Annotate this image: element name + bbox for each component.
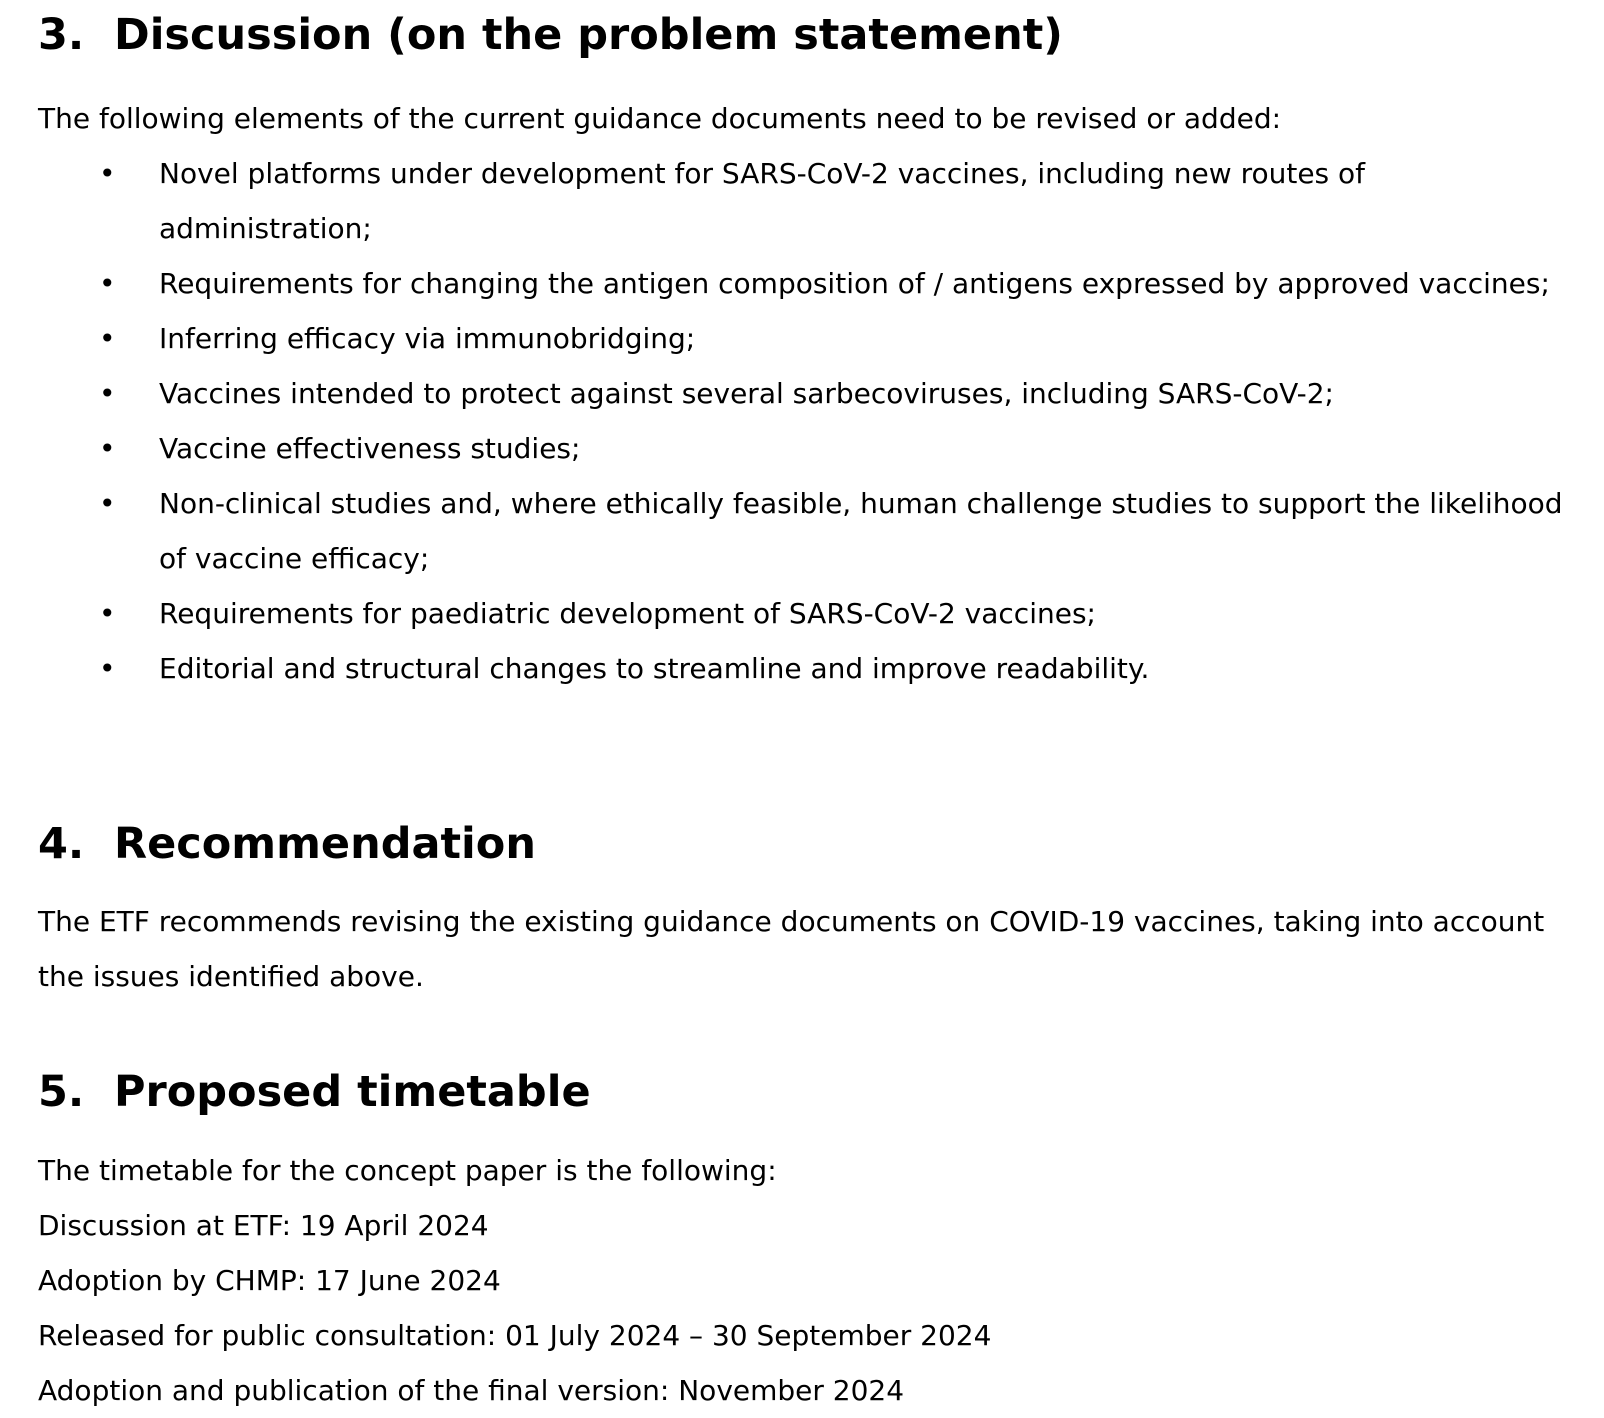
bullet-item (38, 311, 1578, 366)
bullet-glyph: • (99, 652, 116, 685)
bullet-glyph: • (99, 597, 116, 630)
bullet-item-text: Requirements for changing the antigen composition of / antigens expressed by approved vaccines; (159, 267, 1550, 300)
bullet-glyph: • (99, 487, 116, 520)
bullet-item (38, 476, 1578, 586)
timetable-public-consultation: Released for public consultation: 01 July 2024 – 30 September 2024 (38, 1319, 992, 1352)
bullet-glyph: • (99, 267, 116, 300)
bullet-item (38, 586, 1578, 641)
section-3-bullet-list (38, 146, 1578, 696)
bullet-item-text: Inferring efficacy via immunobridging; (159, 322, 696, 355)
bullet-glyph: • (99, 157, 116, 190)
bullet-item-text: Requirements for paediatric development of SARS-CoV-2 vaccines; (159, 597, 1096, 630)
bullet-glyph: • (99, 432, 116, 465)
section-3-number: 3. (38, 10, 85, 60)
section-4-number: 4. (38, 819, 85, 869)
section-5-heading (38, 1064, 591, 1120)
bullet-item (38, 366, 1578, 421)
timetable-etf-discussion: Discussion at ETF: 19 April 2024 (38, 1209, 489, 1242)
timetable-final-publication: Adoption and publication of the final version: November 2024 (38, 1374, 905, 1407)
section-3-heading (38, 7, 1063, 63)
timetable-intro: The timetable for the concept paper is the following: (38, 1154, 777, 1187)
bullet-item (38, 146, 1578, 256)
section-3-title: Discussion (on the problem statement) (114, 10, 1063, 60)
section-4-heading (38, 816, 536, 872)
bullet-item-text: Novel platforms under development for SARS-CoV-2 vaccines, including new routes of administration; (159, 157, 1366, 245)
bullet-item (38, 256, 1578, 311)
bullet-glyph: • (99, 377, 116, 410)
timetable-chmp-adoption: Adoption by CHMP: 17 June 2024 (38, 1264, 501, 1297)
bullet-item (38, 641, 1578, 696)
bullet-item-text: Non-clinical studies and, where ethically feasible, human challenge studies to support the likelihood of vaccine efficacy; (159, 487, 1563, 575)
section-4-title: Recommendation (114, 819, 536, 869)
bullet-item-text: Editorial and structural changes to streamline and improve readability. (159, 652, 1150, 685)
bullet-item (38, 421, 1578, 476)
section-5-title: Proposed timetable (114, 1067, 591, 1117)
section-5-number: 5. (38, 1067, 85, 1117)
section-3-intro: The following elements of the current guidance documents need to be revised or added: (38, 102, 1282, 135)
timetable-lines (38, 1143, 991, 1418)
bullet-glyph: • (99, 322, 116, 355)
bullet-item-text: Vaccines intended to protect against several sarbecoviruses, including SARS-CoV-2; (159, 377, 1334, 410)
section-4-body: The ETF recommends revising the existing guidance documents on COVID-19 vaccines, taking into account the issues identified above. (38, 905, 1545, 993)
bullet-item-text: Vaccine effectiveness studies; (159, 432, 581, 465)
